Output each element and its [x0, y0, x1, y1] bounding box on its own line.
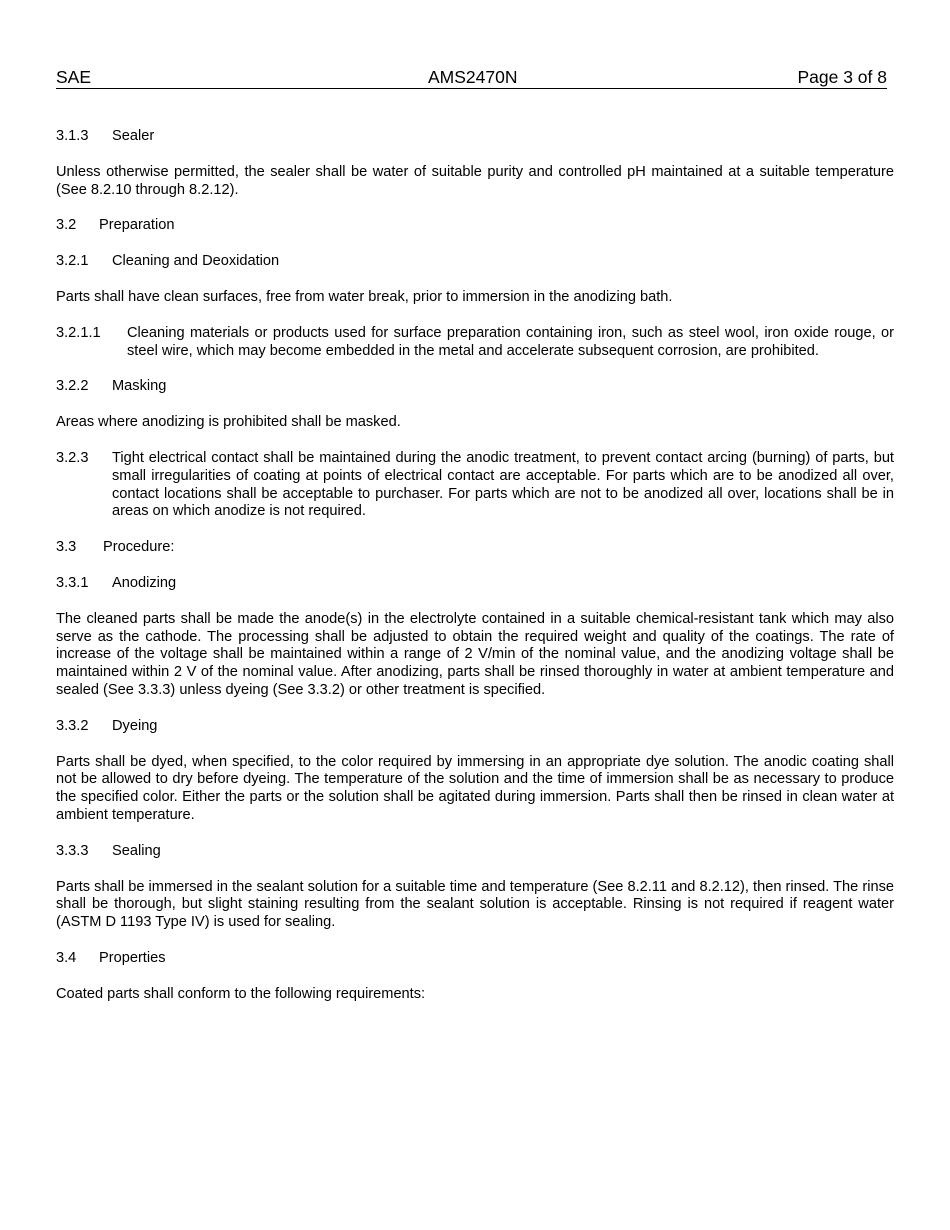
section-text: Tight electrical contact shall be maintained during the anodic treatment, to prevent contact arcing (burning) of parts, but small irregularities of coating at points of electrical contact are acceptable. For parts which are to be anodized all over, contact locations shall be acceptable to purchaser. For parts which are not to be anodized all over, locations shall be in areas on which anodize is not required.	[112, 449, 894, 520]
section-title: Sealing	[112, 842, 161, 859]
header-org: SAE	[56, 67, 92, 87]
section-heading-3-3-3	[56, 843, 894, 861]
paragraph-dyeing: Parts shall be dyed, when specified, to the color required by immersing in an appropriate dye solution. The anodic coating shall not be allowed to dry before dyeing. The temperature of the solution and the time of immersion shall be as necessary to produce the specified color. Either the parts or the solution shall be agitated during immersion. Parts shall then be rinsed in clean water at ambient temperature.	[56, 753, 894, 823]
section-title: Sealer	[112, 128, 155, 144]
section-heading-3-2	[56, 217, 894, 235]
section-number: 3.2.1.1	[56, 324, 101, 341]
section-number: 3.2.1	[56, 253, 89, 270]
section-title: Preparation	[99, 217, 175, 234]
section-heading-3-3	[56, 539, 894, 557]
section-item-3-2-3	[56, 450, 894, 521]
section-title: Anodizing	[112, 574, 177, 591]
paragraph-properties: Coated parts shall conform to the following requirements:	[56, 985, 426, 1002]
section-number: 3.2.3	[56, 449, 89, 466]
section-number: 3.2.2	[56, 378, 89, 395]
section-title: Procedure:	[103, 539, 175, 556]
section-number: 3.4	[56, 949, 77, 966]
section-text: Cleaning materials or products used for surface preparation containing iron, such as steel wool, iron oxide rouge, or steel wire, which may become embedded in the metal and accelerate subsequent corrosion, are prohibited.	[127, 324, 894, 359]
paragraph-sealing: Parts shall be immersed in the sealant solution for a suitable time and temperature (See 8.2.11 and 8.2.12), then rinsed. The rinse shall be thorough, but slight staining resulting from the sealant solution is acceptable. Rinsing is not required if reagent water (ASTM D 1193 Type IV) is used for sealing.	[56, 878, 894, 931]
paragraph-masking: Areas where anodizing is prohibited shall be masked.	[56, 414, 401, 431]
section-heading-3-4	[56, 950, 894, 968]
section-number: 3.3.1	[56, 574, 89, 591]
page-body	[56, 128, 894, 1022]
page-header	[56, 67, 887, 89]
section-item-3-2-1-1	[56, 325, 894, 361]
section-number: 3.3	[56, 539, 77, 556]
header-doc-number: AMS2470N	[428, 67, 518, 87]
section-number: 3.3.3	[56, 842, 89, 859]
paragraph-sealer: Unless otherwise permitted, the sealer shall be water of suitable purity and controlled pH maintained at a suitable temperature (See 8.2.10 through 8.2.12).	[56, 163, 894, 198]
section-title: Masking	[112, 378, 167, 395]
section-number: 3.3.2	[56, 717, 89, 734]
section-title: Cleaning and Deoxidation	[112, 253, 280, 270]
section-number: 3.2	[56, 217, 77, 234]
section-number: 3.1.3	[56, 128, 89, 144]
section-title: Properties	[99, 949, 166, 966]
document-page	[56, 0, 894, 1230]
section-heading-3-2-2	[56, 378, 894, 396]
section-title: Dyeing	[112, 717, 158, 734]
paragraph-cleaning: Parts shall have clean surfaces, free from water break, prior to immersion in the anodizing bath.	[56, 288, 673, 305]
paragraph-anodizing: The cleaned parts shall be made the anode(s) in the electrolyte contained in a suitable chemical-resistant tank which may also serve as the cathode. The processing shall be adjusted to obtain the required weight and quality of the coatings. The rate of increase of the voltage shall be maintained within a range of 2 V/min of the nominal value, and the anodizing voltage shall be maintained within 2 V of the nominal value. After anodizing, parts shall be rinsed thoroughly in water at ambient temperature and sealed (See 3.3.3) unless dyeing (See 3.3.2) or other treatment is specified.	[56, 610, 894, 698]
header-page-number: Page 3 of 8	[797, 67, 887, 87]
section-heading-3-1-3	[56, 128, 894, 146]
section-heading-3-2-1	[56, 253, 894, 271]
section-heading-3-3-2	[56, 718, 894, 736]
section-heading-3-3-1	[56, 575, 894, 593]
